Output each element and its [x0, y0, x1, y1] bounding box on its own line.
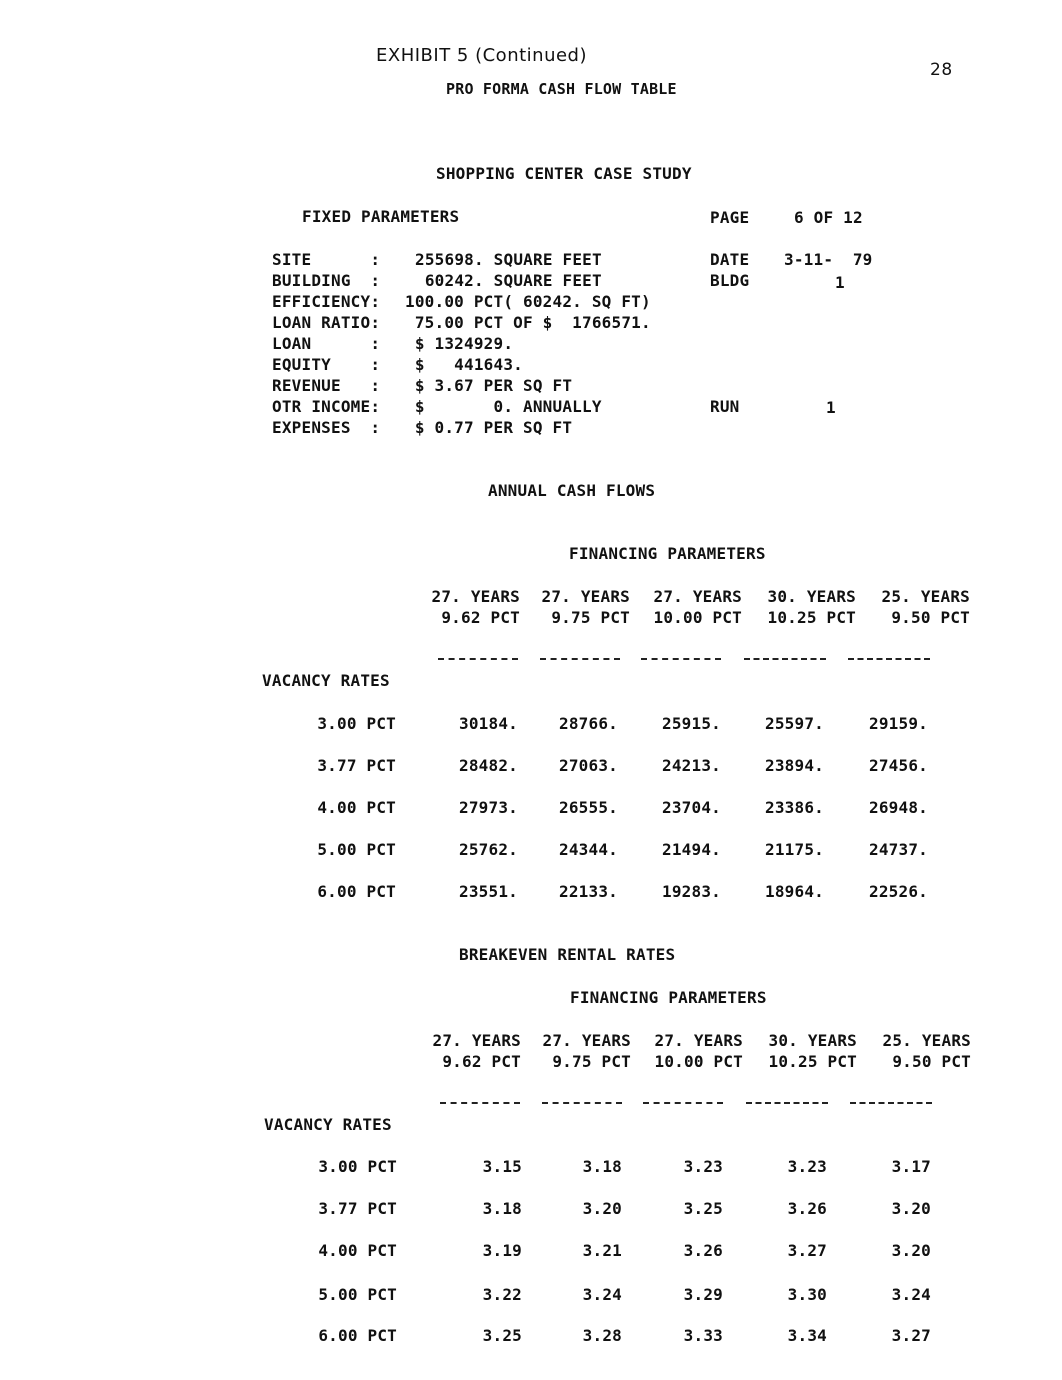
table-cell: 3.26	[787, 1199, 827, 1218]
vacancy-rates-heading: VACANCY RATES	[262, 671, 390, 690]
table-cell: 22133.	[559, 882, 618, 901]
column-rate: 9.75 PCT	[552, 1052, 631, 1071]
page-value: 6 OF 12	[794, 208, 863, 227]
param-value: 255698. SQUARE FEET	[415, 250, 602, 269]
column-years: 30. YEARS	[768, 1031, 857, 1050]
page-number: 28	[930, 60, 953, 80]
param-label: BUILDING :	[272, 271, 381, 290]
table-cell: 19283.	[662, 882, 721, 901]
column-divider	[746, 1102, 828, 1104]
table-cell: 3.33	[683, 1326, 723, 1345]
param-label: LOAN RATIO:	[272, 313, 381, 332]
column-years: 27. YEARS	[432, 1031, 521, 1050]
row-label: 3.77 PCT	[317, 756, 396, 775]
table-cell: 3.27	[891, 1326, 931, 1345]
param-label: OTR INCOME:	[272, 397, 381, 416]
column-rate: 10.00 PCT	[653, 608, 742, 627]
table-cell: 3.25	[482, 1326, 522, 1345]
row-label: 4.00 PCT	[317, 798, 396, 817]
table-cell: 3.27	[787, 1241, 827, 1260]
row-label: 6.00 PCT	[318, 1326, 397, 1345]
column-years: 27. YEARS	[654, 1031, 743, 1050]
date-label: DATE	[710, 250, 750, 269]
bldg-value: 1	[835, 273, 845, 292]
table-cell: 3.24	[582, 1285, 622, 1304]
table-cell: 18964.	[765, 882, 824, 901]
column-divider	[540, 658, 620, 660]
table-cell: 30184.	[459, 714, 518, 733]
financing-parameters-heading: FINANCING PARAMETERS	[570, 988, 767, 1007]
table-cell: 24213.	[662, 756, 721, 775]
param-value: 75.00 PCT OF $ 1766571.	[405, 313, 651, 332]
param-value: $ 1324929.	[405, 334, 514, 353]
table-cell: 3.28	[582, 1326, 622, 1345]
column-years: 25. YEARS	[881, 587, 970, 606]
table-cell: 23386.	[765, 798, 824, 817]
table-cell: 28766.	[559, 714, 618, 733]
row-label: 5.00 PCT	[318, 1285, 397, 1304]
run-label: RUN	[710, 397, 740, 416]
table-cell: 28482.	[459, 756, 518, 775]
page-label: PAGE	[710, 208, 750, 227]
param-value: $ 0. ANNUALLY	[405, 397, 602, 416]
table-cell: 3.34	[787, 1326, 827, 1345]
column-divider	[850, 1102, 932, 1104]
table-cell: 3.20	[582, 1199, 622, 1218]
param-label: EXPENSES :	[272, 418, 381, 437]
table-cell: 3.26	[683, 1241, 723, 1260]
column-divider	[542, 1102, 622, 1104]
column-rate: 10.25 PCT	[767, 608, 856, 627]
column-rate: 10.25 PCT	[768, 1052, 857, 1071]
row-label: 4.00 PCT	[318, 1241, 397, 1260]
table-cell: 25597.	[765, 714, 824, 733]
param-value: $ 3.67 PER SQ FT	[405, 376, 573, 395]
column-years: 25. YEARS	[882, 1031, 971, 1050]
param-value: 100.00 PCT( 60242. SQ FT)	[405, 292, 651, 311]
table-cell: 3.21	[582, 1241, 622, 1260]
vacancy-rates-heading: VACANCY RATES	[264, 1115, 392, 1134]
table-cell: 21494.	[662, 840, 721, 859]
param-label: LOAN :	[272, 334, 381, 353]
table-cell: 3.23	[787, 1157, 827, 1176]
column-rate: 9.62 PCT	[442, 1052, 521, 1071]
table-cell: 26948.	[869, 798, 928, 817]
column-years: 27. YEARS	[653, 587, 742, 606]
column-divider	[643, 1102, 723, 1104]
param-value: $ 0.77 PER SQ FT	[405, 418, 573, 437]
table-cell: 22526.	[869, 882, 928, 901]
table-cell: 26555.	[559, 798, 618, 817]
column-rate: 9.50 PCT	[892, 1052, 971, 1071]
row-label: 3.00 PCT	[318, 1157, 397, 1176]
column-divider	[440, 1102, 520, 1104]
column-rate: 9.62 PCT	[441, 608, 520, 627]
table-cell: 23894.	[765, 756, 824, 775]
column-years: 27. YEARS	[541, 587, 630, 606]
table-cell: 3.23	[683, 1157, 723, 1176]
param-value: $ 441643.	[405, 355, 523, 374]
param-value: 60242. SQUARE FEET	[415, 271, 602, 290]
fixed-parameters-heading: FIXED PARAMETERS	[302, 207, 460, 226]
table-cell: 27063.	[559, 756, 618, 775]
table-cell: 24344.	[559, 840, 618, 859]
date-value: 3-11- 79	[784, 250, 873, 269]
table-cell: 3.30	[787, 1285, 827, 1304]
column-years: 27. YEARS	[542, 1031, 631, 1050]
column-rate: 10.00 PCT	[654, 1052, 743, 1071]
table-cell: 3.25	[683, 1199, 723, 1218]
column-rate: 9.75 PCT	[551, 608, 630, 627]
exhibit-title: EXHIBIT 5 (Continued)	[376, 45, 588, 66]
table-cell: 23704.	[662, 798, 721, 817]
table-cell: 25915.	[662, 714, 721, 733]
bldg-label: BLDG	[710, 271, 750, 290]
table-cell: 3.24	[891, 1285, 931, 1304]
table-cell: 3.22	[482, 1285, 522, 1304]
table-cell: 27973.	[459, 798, 518, 817]
table-title: PRO FORMA CASH FLOW TABLE	[446, 80, 677, 98]
param-label: SITE :	[272, 250, 381, 269]
table-cell: 3.18	[582, 1157, 622, 1176]
column-divider	[641, 658, 721, 660]
row-label: 6.00 PCT	[317, 882, 396, 901]
column-divider	[744, 658, 826, 660]
table-cell: 3.15	[482, 1157, 522, 1176]
column-years: 30. YEARS	[767, 587, 856, 606]
column-rate: 9.50 PCT	[891, 608, 970, 627]
table-cell: 3.17	[891, 1157, 931, 1176]
param-label: REVENUE :	[272, 376, 381, 395]
case-study-title: SHOPPING CENTER CASE STUDY	[436, 164, 692, 183]
financing-parameters-heading: FINANCING PARAMETERS	[569, 544, 766, 563]
param-label: EQUITY :	[272, 355, 381, 374]
table-cell: 3.20	[891, 1199, 931, 1218]
row-label: 5.00 PCT	[317, 840, 396, 859]
breakeven-heading: BREAKEVEN RENTAL RATES	[459, 945, 676, 964]
table-cell: 29159.	[869, 714, 928, 733]
run-value: 1	[826, 398, 836, 417]
column-years: 27. YEARS	[431, 587, 520, 606]
table-cell: 3.29	[683, 1285, 723, 1304]
table-cell: 23551.	[459, 882, 518, 901]
table-cell: 3.18	[482, 1199, 522, 1218]
cash-flows-heading: ANNUAL CASH FLOWS	[488, 481, 656, 500]
table-cell: 21175.	[765, 840, 824, 859]
table-cell: 3.19	[482, 1241, 522, 1260]
column-divider	[438, 658, 518, 660]
table-cell: 24737.	[869, 840, 928, 859]
table-cell: 25762.	[459, 840, 518, 859]
table-cell: 3.20	[891, 1241, 931, 1260]
row-label: 3.00 PCT	[317, 714, 396, 733]
table-cell: 27456.	[869, 756, 928, 775]
column-divider	[848, 658, 930, 660]
row-label: 3.77 PCT	[318, 1199, 397, 1218]
param-label: EFFICIENCY:	[272, 292, 381, 311]
